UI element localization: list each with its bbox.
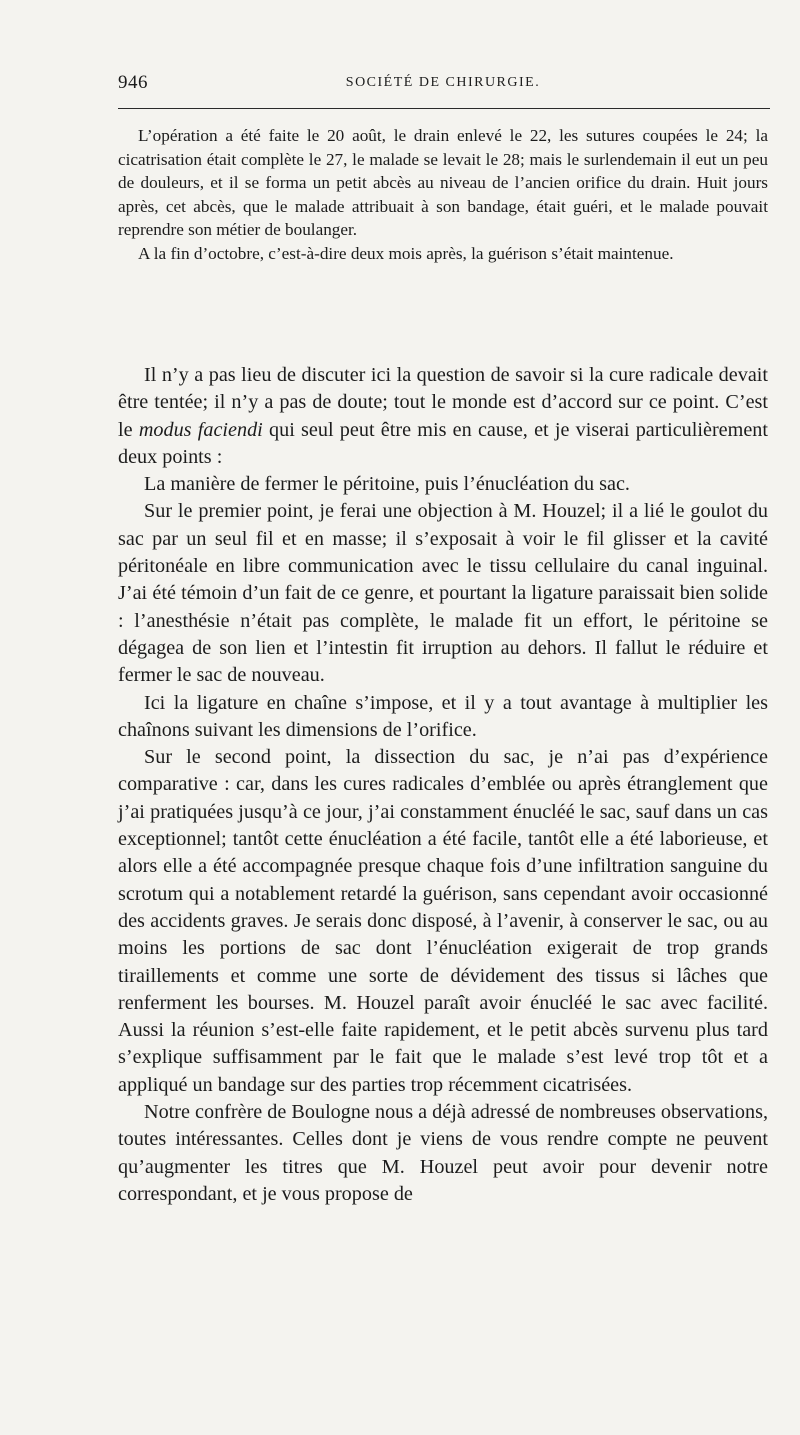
discussion-paragraph bbox=[118, 362, 768, 471]
report-paragraph: L’opération a été faite le 20 août, le drain enlevé le 22, les sutures coupées le 24; la cicatrisation était complète le 27, le malade se levait le 28; mais le surlendemain il eut un peu de douleurs, et il se forma un petit abcès au niveau de l’ancien orifice du drain. Huit jours après, cet abcès, que le malade attribuait à son bandage, était guéri, et le malade pouvait reprendre son métier de boulanger. bbox=[118, 126, 768, 240]
italic-phrase: modus faciendi bbox=[138, 418, 263, 441]
page-number: 946 bbox=[118, 72, 148, 93]
report-paragraph: A la fin d’octobre, c’est-à-dire deux mois après, la guérison s’était maintenue. bbox=[138, 243, 674, 263]
discussion-text-run: qui seul peut être mis en cause, et je viserai particulièrement deux points : bbox=[118, 418, 768, 468]
discussion-paragraph: Sur le premier point, je ferai une objection à M. Houzel; il a lié le goulot du sac par un seul fil et en masse; il s’exposait à voir le fil glisser et la cavité péritonéale en libre communication avec le tissu cellulaire du canal inguinal. J’ai été témoin d’un fait de ce genre, et pourtant la ligature paraissait bien solide : l’anesthésie n’était pas complète, le malade fit un effort, le péritoine se dégagea de son lien et l’intestin fit irruption au dehors. Il fallut le réduire et fermer le sac de nouveau. bbox=[118, 500, 768, 687]
discussion-text-run: Il n’y a pas lieu de discuter ici la question de savoir si la cure radicale devait être tentée; il n’y a pas de doute; tout le monde est d’accord sur ce point. C’est le bbox=[118, 364, 768, 441]
discussion-paragraph: Notre confrère de Boulogne nous a déjà adressé de nombreuses observations, toutes intéressantes. Celles dont je viens de vous rendre compte ne peuvent qu’augmenter les titres que M. Houzel peut avoir pour devenir notre correspondant, et je vous propose de bbox=[118, 1101, 768, 1205]
discussion-text bbox=[118, 362, 768, 1208]
header-rule bbox=[118, 108, 770, 109]
discussion-paragraph: Sur le second point, la dissection du sac, je n’ai pas d’expérience comparative : car, dans les cures radicales d’emblée ou après étranglement que j’ai pratiquées jusqu’à ce jour, j’ai constamment énucléé le sac, sauf dans un cas exceptionnel; tantôt cette énucléation a été facile, tantôt elle a été laborieuse, et alors elle a été accompagnée presque chaque fois d’une infiltration sanguine du scrotum qui a notablement retardé la guérison, sans cependant avoir occasionné des accidents graves. Je serais donc disposé, à l’avenir, à conserver le sac, ou au moins les portions de sac dont l’énucléation exigerait de trop grands tiraillements et comme une sorte de dévidement des tissus si lâches que renferment les bourses. M. Houzel paraît avoir énucléé le sac avec facilité. Aussi la réunion s’est-elle faite rapidement, et le petit abcès survenu plus tard s’explique suffisamment par le fait que le malade s’est levé trop tôt et a appliqué un bandage sur des parties trop récemment cicatrisées. bbox=[118, 746, 768, 1096]
discussion-paragraph: Ici la ligature en chaîne s’impose, et il y a tout avantage à multiplier les chaînons suivant les dimensions de l’orifice. bbox=[118, 691, 768, 741]
page-header bbox=[118, 72, 768, 98]
discussion-paragraph: La manière de fermer le péritoine, puis l’énucléation du sac. bbox=[144, 473, 630, 496]
running-head: SOCIÉTÉ DE CHIRURGIE. bbox=[345, 75, 541, 90]
case-report-text bbox=[118, 124, 768, 266]
